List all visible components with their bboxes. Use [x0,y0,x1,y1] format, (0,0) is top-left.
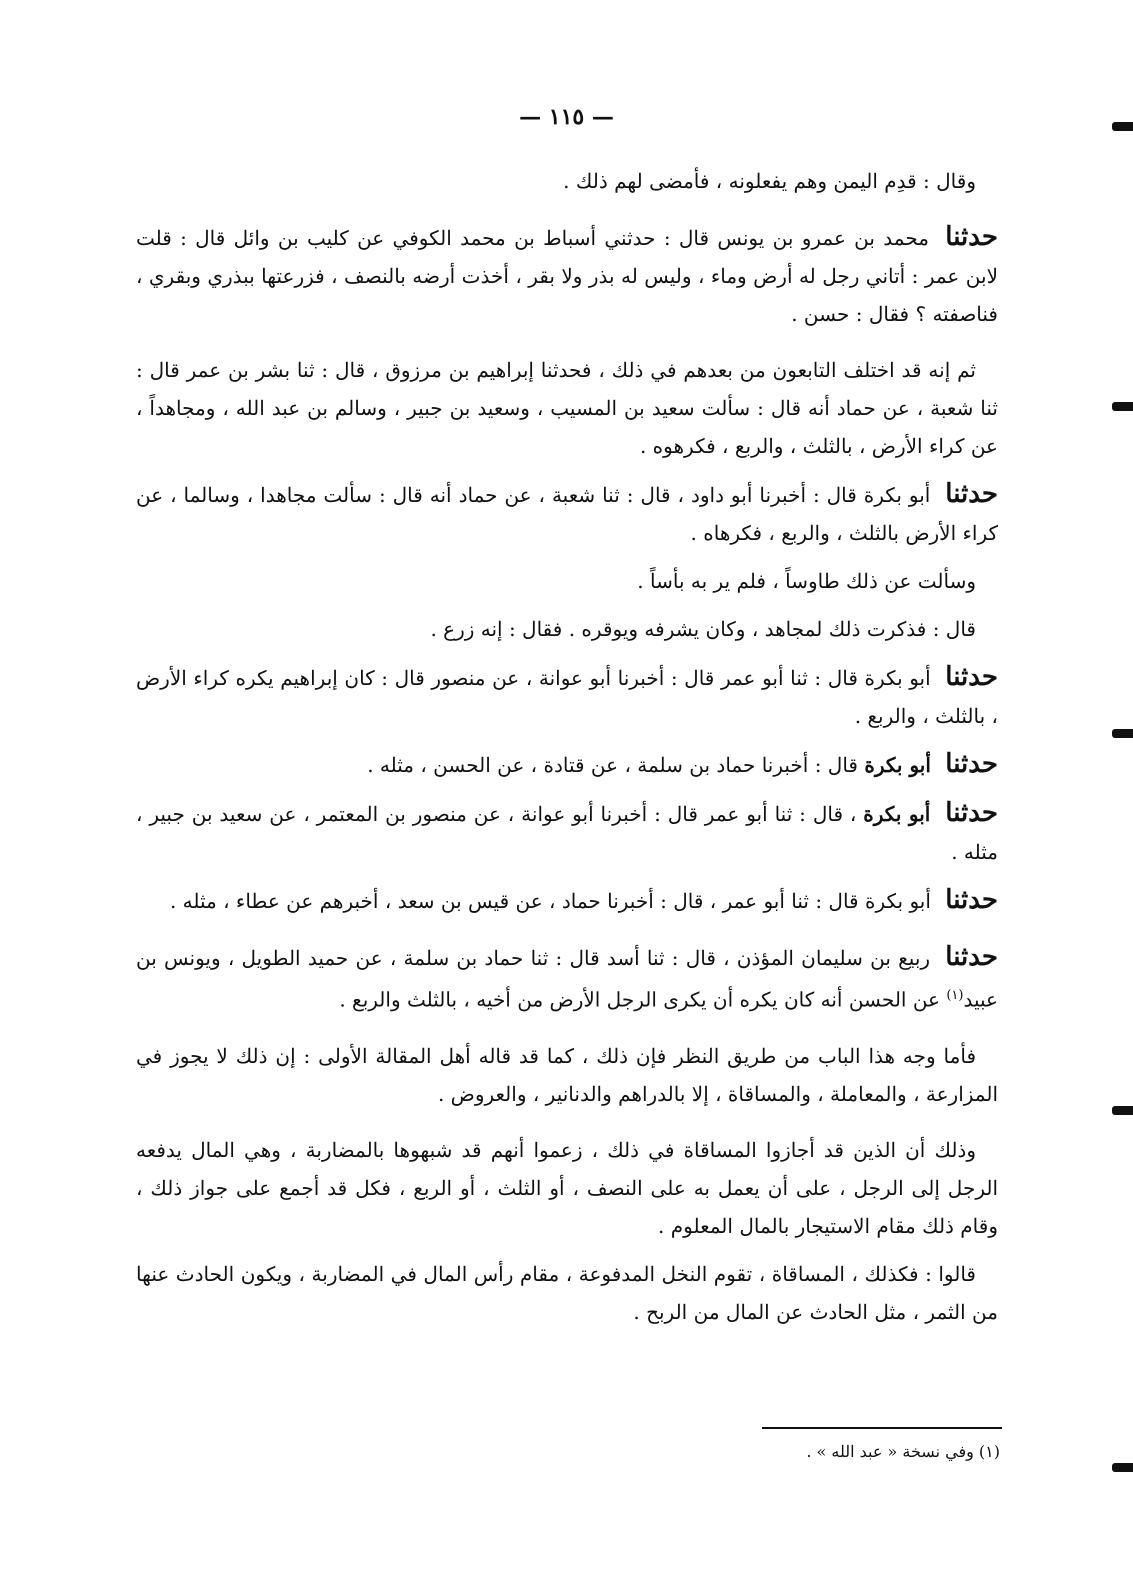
paragraph-text: فأما وجه هذا الباب من طريق النظر فإن ذلك ، كما قد قاله أهل المقالة الأولى : إن ذلك لا يجوز في المزارعة ، والمعاملة ، والمساقاة ، إلا بالدراهم والدنانير ، والعروض . [136,1043,998,1106]
paragraph-text: قال : أخبرنا أبو داود ، قال : ثنا شعبة ، عن حماد أنه قال : سألت مجاهدا ، وسالما ، عن كراء الأرض بالثلث ، والربع ، فكرهاه . [136,483,998,545]
paragraph-text: ، قال : ثنا أبو عمر قال : أخبرنا أبو عوانة ، عن منصور بن المعتمر ، عن سعيد بن جبير ، مثله . [136,802,998,864]
paragraph-6 [136,610,998,648]
paragraph-text: محمد بن عمرو بن يونس قال : حدثني أسباط بن محمد الكوفي عن كليب بن وائل قال : قلت لابن عمر : أتاني رجل له أرض وماء ، وليس له بذر ولا بقر ، أخذت أرضه بالنصف ، فزرعتها ببذري وبقري ، فناصفته ؟ فقال : حسن . [136,226,998,326]
hadith-marker: حدثنا [945,798,998,828]
paragraph-7 [136,658,998,735]
scan-edge-mark [1112,402,1133,411]
paragraph-text: وذلك أن الذين قد أجازوا المساقاة في ذلك ، زعموا أنهم قد شبهوها بالمضاربة ، وهي المال يدفعه الرجل إلى الرجل ، على أن يعمل به على النصف ، أو الثلث ، أو الربع ، فكل قد أجمع على جواز ذلك ، وقام ذلك مقام الاستيجار بالمال المعلوم . [136,1137,998,1238]
paragraph-8 [136,745,998,784]
scan-edge-mark [1112,122,1133,131]
footnote: (١) وفي نسخة « عبد الله » . [806,1442,1000,1461]
paragraph-14 [136,1255,998,1331]
hadith-marker: حدثنا [945,749,998,779]
paragraph-text-continued: عن الحسن أنه كان يكره أن يكرى الرجل الأرض من أخيه ، بالثلث والربع . [339,987,947,1012]
narrator-name: أبو بكرة [864,753,931,777]
paragraph-3 [136,351,998,465]
paragraph-10 [136,881,998,920]
paragraph-11 [136,938,998,1019]
paragraph-text: قال : أخبرنا حماد بن سلمة ، عن قتادة ، عن الحسن ، مثله . [367,753,858,777]
paragraph-1 [136,162,998,200]
paragraph-text: قال : ثنا أبو عمر ، قال : أخبرنا حماد ، عن قيس بن سعد ، أخبرهم عن عطاء ، مثله . [169,889,859,913]
paragraph-text: وسألت عن ذلك طاوساً ، فلم ير به بأساً . [637,569,976,593]
paragraph-text: وقال : قدِم اليمن وهم يفعلونه ، فأمضى لهم ذلك . [563,169,976,193]
page-number: — ١١٥ — [519,104,614,130]
hadith-marker: حدثنا [945,222,998,252]
narrator-name: أبو بكرة [863,483,931,507]
narrator-name: أبو بكرة [864,889,931,913]
hadith-marker: حدثنا [945,885,998,915]
paragraph-text: قالوا : فكذلك ، المساقاة ، تقوم النخل المدفوعة ، مقام رأس المال في المضاربة ، ويكون الحادث عنها من الثمر ، مثل الحادث عن المال من الربح . [136,1261,998,1324]
paragraph-text: ثم إنه قد اختلف التابعون من بعدهم في ذلك ، فحدثنا إبراهيم بن مرزوق ، قال : ثنا بشر بن عمر قال : ثنا شعبة ، عن حماد أنه قال : سألت سعيد بن المسيب ، وسعيد بن جبير ، وسالم بن عبد الله ، ومجاهداً ، عن كراء الأرض ، بالثلث ، والربع ، فكرهوه . [136,358,998,458]
narrator-name: أبو بكرة [864,666,931,690]
main-text [136,162,998,1341]
paragraph-4 [136,475,998,552]
footnote-separator [762,1427,1002,1429]
hadith-marker: حدثنا [945,479,999,509]
paragraph-9 [136,794,998,871]
paragraph-2 [136,218,998,333]
scan-edge-mark [1112,1106,1133,1115]
narrator-name: أبو بكرة [863,802,931,826]
hadith-marker: حدثنا [945,662,999,692]
paragraph-13 [136,1131,998,1245]
paragraph-text: قال : فذكرت ذلك لمجاهد ، وكان يشرفه ويوقره . فقال : إنه زرع . [430,617,976,641]
hadith-marker: حدثنا [945,942,998,972]
paragraph-5 [136,562,998,600]
scan-edge-mark [1112,729,1133,738]
paragraph-text: ربيع بن سليمان المؤذن ، قال : ثنا أسد قال : ثنا حماد بن سلمة ، عن حميد الطويل ، ويونس بن عبيد [136,946,998,1012]
paragraph-text: قال : ثنا أبو عمر قال : أخبرنا أبو عوانة ، عن منصور قال : كان إبراهيم يكره كراء الأرض ، بالثلث ، والربع . [136,666,998,728]
paragraph-12 [136,1037,998,1113]
footnote-reference: (١) [946,988,964,1003]
scan-edge-mark [1112,1463,1133,1472]
